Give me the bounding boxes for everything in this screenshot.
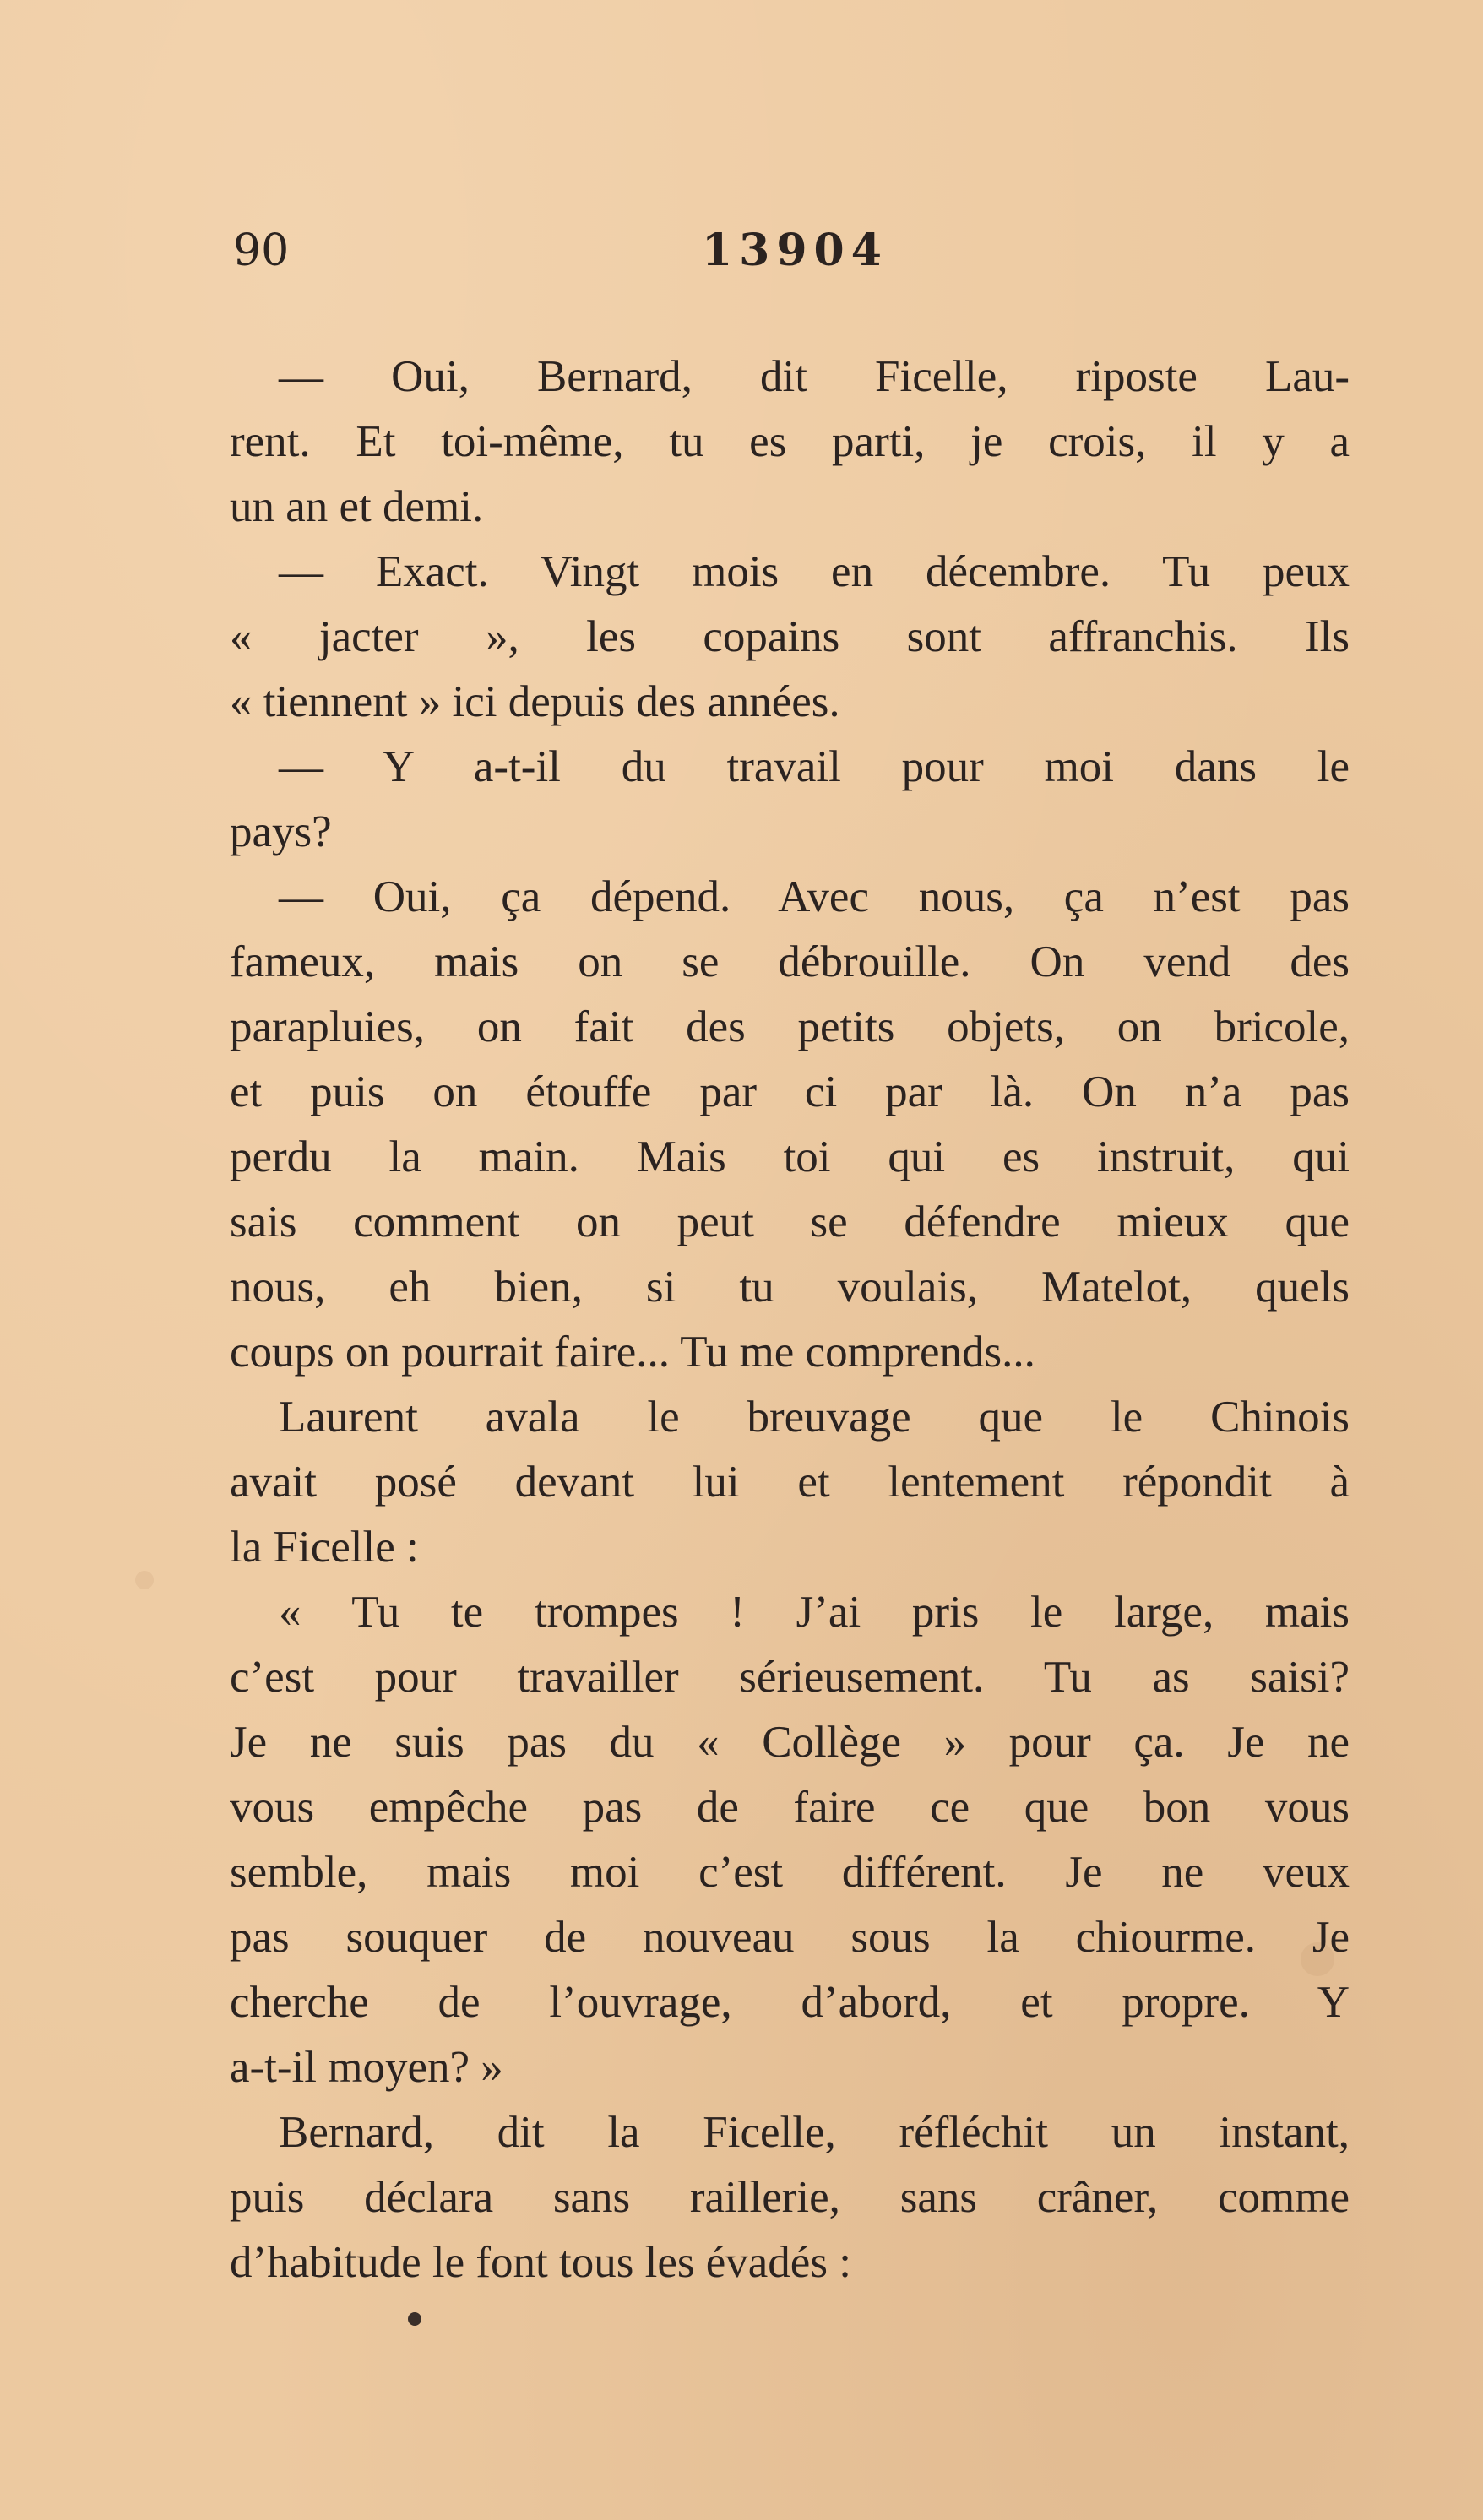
text-line: Laurent avala le breuvage que le Chinois xyxy=(279,1393,1350,1442)
text-line: fameux, mais on se débrouille. On vend des xyxy=(230,937,1350,986)
text-line: a-t-il moyen? » xyxy=(230,2043,503,2092)
text-line: — Oui, ça dépend. Avec nous, ça n’est pas xyxy=(279,872,1350,921)
text-line: — Exact. Vingt mois en décembre. Tu peux xyxy=(279,547,1350,596)
text-line: la Ficelle : xyxy=(230,1523,419,1572)
text-line: un an et demi. xyxy=(230,482,484,531)
text-line: coups on pourrait faire... Tu me comprends... xyxy=(230,1328,1035,1377)
text-line: nous, eh bien, si tu voulais, Matelot, quels xyxy=(230,1263,1350,1312)
body-text xyxy=(230,345,1350,2295)
page-header xyxy=(233,221,1348,280)
text-line: pas souquer de nouveau sous la chiourme. Je xyxy=(230,1913,1350,1962)
text-line: puis déclara sans raillerie, sans crâner, comme xyxy=(230,2173,1350,2222)
text-line: avait posé devant lui et lentement répondit à xyxy=(230,1458,1350,1507)
text-line: cherche de l’ouvrage, d’abord, et propre. Y xyxy=(230,1978,1350,2027)
text-line: d’habitude le font tous les évadés : xyxy=(230,2238,851,2287)
text-line: et puis on étouffe par ci par là. On n’a pas xyxy=(230,1067,1350,1116)
text-line: c’est pour travailler sérieusement. Tu as saisi? xyxy=(230,1653,1350,1702)
text-line: « jacter », les copains sont affranchis. Ils xyxy=(230,612,1350,661)
text-line: — Oui, Bernard, dit Ficelle, riposte Lau- xyxy=(279,352,1350,401)
text-line: semble, mais moi c’est différent. Je ne veux xyxy=(230,1848,1350,1897)
paper-stain xyxy=(135,1571,154,1589)
text-line: Bernard, dit la Ficelle, réfléchit un instant, xyxy=(279,2108,1350,2157)
text-line: perdu la main. Mais toi qui es instruit, qui xyxy=(230,1132,1350,1181)
text-line: — Y a-t-il du travail pour moi dans le xyxy=(279,742,1350,791)
running-head: 13904 xyxy=(702,225,888,276)
text-line: rent. Et toi-même, tu es parti, je crois, il y a xyxy=(230,417,1350,466)
ornament-dot-icon xyxy=(408,2312,421,2326)
text-line: vous empêche pas de faire ce que bon vous xyxy=(230,1783,1350,1832)
text-line: parapluies, on fait des petits objets, on bricole, xyxy=(230,1002,1350,1051)
text-line: Je ne suis pas du « Collège » pour ça. Je ne xyxy=(230,1718,1350,1767)
page-number: 90 xyxy=(233,225,290,276)
text-line: « Tu te trompes ! J’ai pris le large, mais xyxy=(279,1588,1350,1637)
text-line: pays? xyxy=(230,807,332,856)
text-line: sais comment on peut se défendre mieux que xyxy=(230,1198,1350,1246)
text-line: « tiennent » ici depuis des années. xyxy=(230,677,840,726)
